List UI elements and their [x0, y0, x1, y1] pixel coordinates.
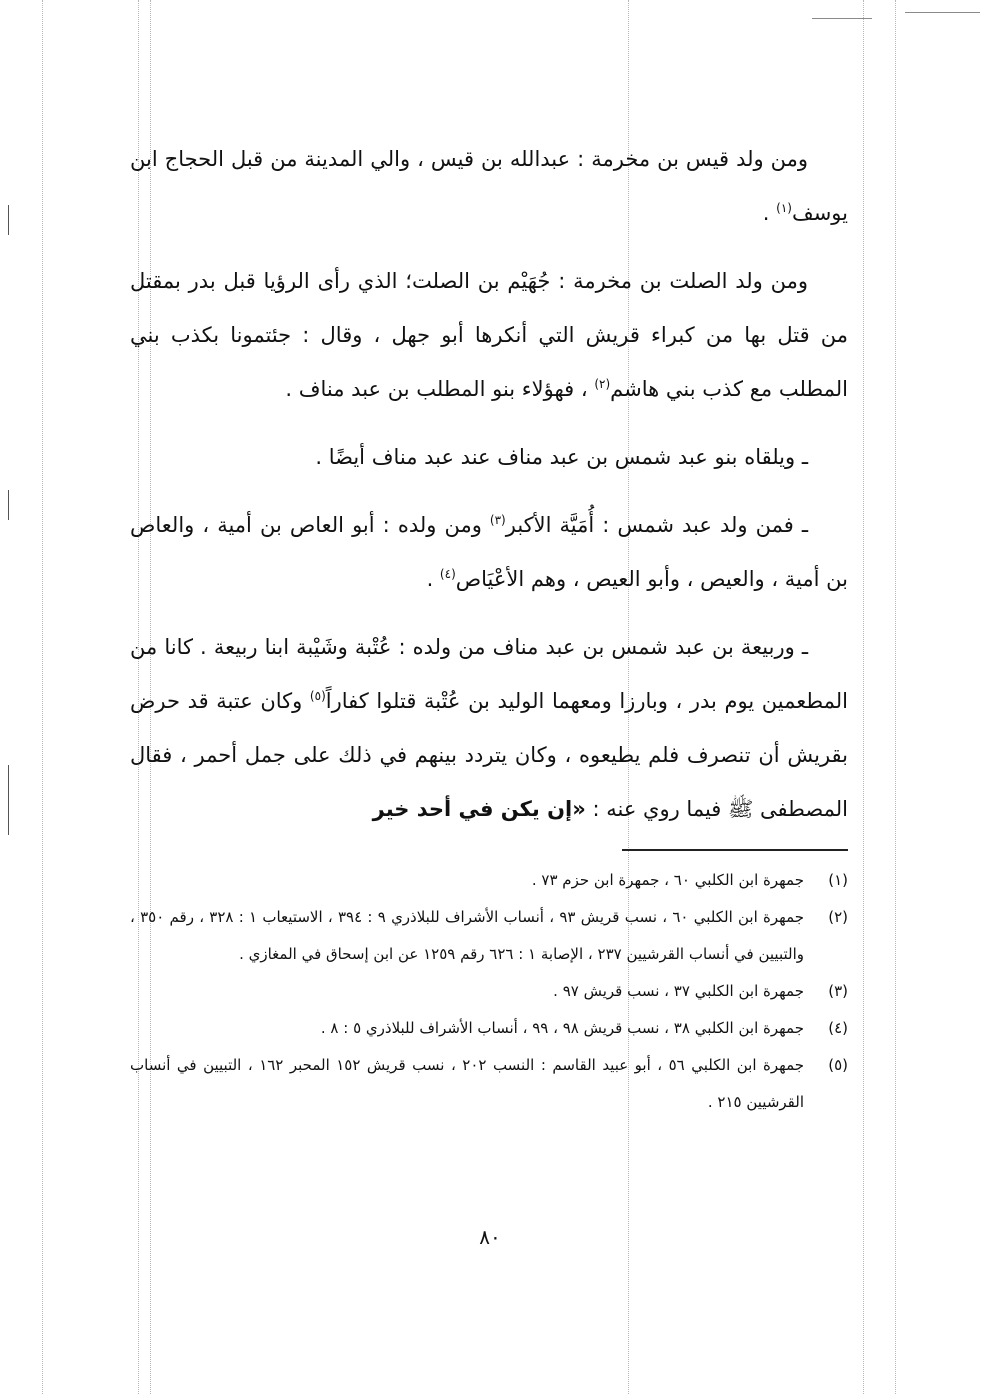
footnote-number: (٤)	[828, 1019, 848, 1037]
scan-guide-line	[42, 0, 43, 1394]
footnote-number: (٥)	[828, 1056, 848, 1074]
scan-guide-line	[895, 0, 896, 1394]
paragraph	[130, 132, 848, 240]
paragraph	[130, 498, 848, 606]
text-run: ، فهؤلاء بنو المطلب بن عبد مناف .	[285, 377, 595, 401]
footnote-ref: (٢)	[594, 377, 611, 391]
footnotes	[130, 862, 848, 1121]
footnote	[130, 1047, 848, 1121]
text-run: ومن ولد الصلت بن مخرمة : جُهَيْم بن الصلت؛ الذي رأى الرؤيا قبل بدر بمقتل من قتل بها من كبراء قريش التي أنكرها أبو جهل ، وقال : جئتمونا بكذب بني المطلب مع كذب بني هاشم	[130, 269, 848, 401]
footnote-separator	[622, 849, 848, 851]
paragraph	[130, 430, 848, 484]
footnote-ref: (١)	[776, 201, 792, 215]
scan-top-mark	[905, 12, 980, 13]
scan-guide-line	[863, 0, 864, 1394]
footnote-text: جمهرة ابن الكلبي ٥٦ ، أبو عبيد القاسم : النسب ٢٠٢ ، نسب قريش ١٥٢ المحبر ١٦٢ ، التبيين في أنساب القرشيين ٢١٥ .	[130, 1056, 805, 1111]
scan-top-mark	[812, 18, 872, 19]
text-run: ـ ويلقاه بنو عبد شمس بن عبد مناف عند عبد مناف أيضًا .	[315, 445, 808, 469]
footnote-number: (١)	[828, 871, 848, 889]
footnote	[130, 973, 848, 1010]
text-run: .	[426, 567, 440, 591]
footnote	[130, 862, 848, 899]
text-run: .	[762, 201, 777, 225]
text-run: ـ فمن ولد عبد شمس : أُمَيَّة الأكبر	[505, 513, 808, 537]
paragraph	[130, 620, 848, 836]
hadith-quote: «إن يكن في أحد خير	[372, 797, 586, 821]
text-run: ومن ولد قيس بن مخرمة : عبدالله بن قيس ، والي المدينة من قبل الحجاج ابن يوسف	[130, 147, 848, 225]
text-run: ـ وربيعة بن عبد شمس بن عبد مناف من ولده : عُتْبة وشَيْبة ابنا ربيعة . كانا من المطعمين يوم بدر ، وبارزا ومعهما الوليد بن عُتْبة قتلوا كفاراً	[130, 635, 848, 713]
footnote-text: جمهرة ابن الكلبي ٦٠ ، نسب قريش ٩٣ ، أنساب الأشراف للبلاذري ٩ : ٣٩٤ ، الاستيعاب ١ : ٣٢٨ ، رقم ٣٥٠ ، والتبيين في أنساب القرشيين ٢٣٧ ، الإصابة ١ : ٦٢٦ رقم ١٢٥٩ عن ابن إسحاق في المغازي .	[130, 908, 805, 963]
footnote	[130, 1010, 848, 1047]
footnote-text: جمهرة ابن الكلبي ٦٠ ، جمهرة ابن حزم ٧٣ .	[531, 871, 804, 889]
text-run: ومن ولده : أبو العاص بن أمية ، والعاص بن أمية ، والعيص ، وأبو العيص ، وهم الأعْيَاص	[130, 513, 848, 591]
footnote-ref: (٣)	[489, 513, 506, 527]
scan-edge-mark	[8, 205, 9, 235]
scan-edge-mark	[8, 490, 9, 520]
scan-edge-mark	[8, 765, 9, 835]
page-number: ٨٠	[479, 1225, 501, 1249]
footnote-ref: (٥)	[309, 689, 326, 703]
footnote-number: (٣)	[828, 982, 848, 1000]
text-run: وكان عتبة قد حرض بقريش أن تنصرف فلم يطيعوه ، وكان يتردد بينهم في ذلك على جمل أحمر ، فقال المصطفى ﷺ فيما روي عنه :	[130, 689, 848, 821]
main-text	[130, 132, 848, 850]
footnote-text: جمهرة ابن الكلبي ٣٧ ، نسب قريش ٩٧ .	[553, 982, 804, 1000]
footnote	[130, 899, 848, 973]
footnote-number: (٢)	[828, 908, 848, 926]
footnote-ref: (٤)	[439, 567, 456, 581]
footnote-text: جمهرة ابن الكلبي ٣٨ ، نسب قريش ٩٨ ، ٩٩ ، أنساب الأشراف للبلاذري ٥ : ٨ .	[320, 1019, 804, 1037]
paragraph	[130, 254, 848, 416]
